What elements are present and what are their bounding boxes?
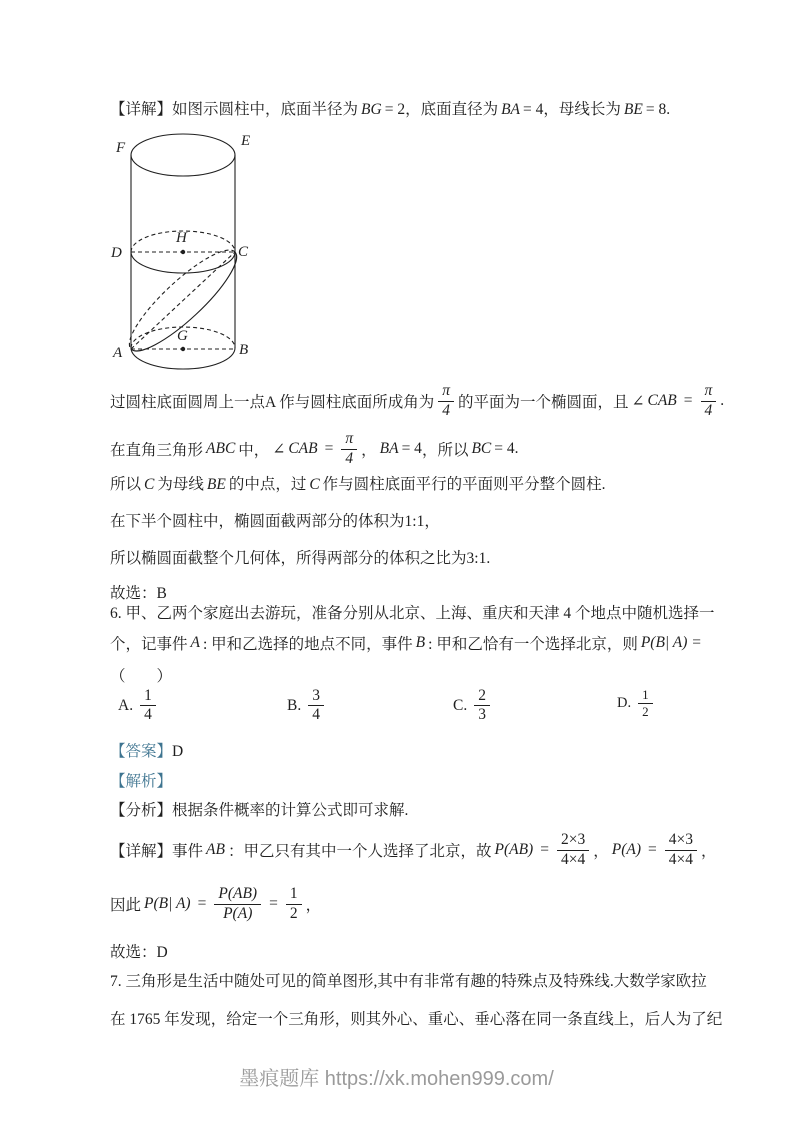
q6-detail-line: 【详解】 事件 AB ：甲乙只有其中一个人选择了北京，故 P(AB) = $\frac{2\times 3}{4\times 4}$ ， P(A) = $\frac{4\times 3}{4\times 4}$ ， bbox=[110, 831, 717, 868]
option-a-label: A. bbox=[118, 696, 134, 714]
prob-AB-expr: P(AB) bbox=[494, 841, 534, 858]
fraction-pi-4: $\frac{\pi}{4}$ bbox=[341, 431, 357, 467]
angle-symbol: ∠ bbox=[631, 392, 645, 410]
point-label-A: A bbox=[113, 345, 123, 361]
option-b bbox=[287, 688, 328, 724]
center-dot-G bbox=[181, 347, 185, 351]
math-var: AB bbox=[206, 841, 225, 858]
chosen-answer: B bbox=[156, 585, 167, 602]
q5-detail-line: 【详解】如图示圆柱中，底面半径为 BG = 2，底面直径为 BA = 4，母线长为 BE = 8. bbox=[110, 101, 671, 118]
math-var: CAB bbox=[288, 440, 318, 457]
site-name: 墨痕题库 bbox=[239, 1068, 320, 1090]
conditional-probability-expr: P(B| A) bbox=[144, 895, 191, 912]
q5-para-1: 过圆柱底面圆周上一点A 作与圆柱底面所成角为 $\frac{\pi}{4}$ 的平面为一个椭圆面，且 ∠ CAB = $\frac{\pi}{4}$ . bbox=[110, 382, 725, 419]
math-var: BG bbox=[361, 101, 382, 118]
option-d bbox=[617, 688, 657, 718]
option-d-label: D. bbox=[617, 694, 632, 711]
point-label-G: G bbox=[177, 328, 188, 344]
point-label-H: H bbox=[176, 230, 187, 246]
math-var: A bbox=[190, 634, 200, 651]
math-var: C bbox=[144, 476, 155, 493]
math-var: BC bbox=[471, 440, 492, 457]
q6-answer-line bbox=[110, 739, 183, 761]
fraction-pi-4: $\frac{\pi}{4}$ bbox=[438, 383, 454, 419]
math-var: CAB bbox=[647, 392, 677, 409]
point-label-E: E bbox=[241, 133, 251, 149]
math-var: BA bbox=[379, 440, 399, 457]
option-d-fraction: $\frac{1}{2}$ bbox=[638, 688, 653, 718]
option-c-label: C. bbox=[453, 696, 468, 714]
cylinder-top-ellipse bbox=[131, 134, 235, 176]
point-label-F: F bbox=[116, 140, 126, 156]
q5-para-2: 在直角三角形 ABC 中， ∠ CAB = $\frac{\pi}{4}$ ， BA = 4 ，所以 BC = 4 . bbox=[110, 430, 519, 467]
q6-fenxi-line: 【分析】根据条件概率的计算公式即可求解. bbox=[110, 802, 409, 819]
q5-choice-line: 故选：B bbox=[110, 585, 167, 602]
option-c bbox=[453, 688, 494, 724]
detail-label: 【详解】 bbox=[110, 101, 173, 118]
fraction-1-2: $\frac{1}{2}$ bbox=[286, 886, 302, 922]
q6-answer-paren: （ ） bbox=[110, 668, 173, 685]
math-var: ABC bbox=[206, 440, 236, 457]
math-var: C bbox=[309, 476, 320, 493]
point-label-B: B bbox=[239, 342, 249, 358]
detail-label: 【详解】 bbox=[110, 843, 173, 860]
q6-jiexi-line bbox=[110, 769, 172, 791]
mid-ellipse-front bbox=[131, 252, 235, 273]
angle-symbol: ∠ bbox=[272, 440, 286, 458]
fraction-4x3-4x4: $\frac{4\times 3}{4\times 4}$ bbox=[665, 832, 697, 868]
chosen-answer: D bbox=[156, 944, 168, 961]
math-var: B bbox=[415, 634, 426, 651]
option-b-label: B. bbox=[287, 696, 302, 714]
q6-conclusion-line: 因此 P(B| A) = $\frac{P(AB)}{P(A)}$ = $\frac{1}{2}$ ， bbox=[110, 885, 322, 922]
prob-A-expr: P(A) bbox=[611, 841, 641, 858]
q6-choice-line: 故选：D bbox=[110, 944, 168, 961]
cylinder-figure bbox=[110, 128, 300, 376]
fraction-pi-4: $\frac{\pi}{4}$ bbox=[701, 383, 717, 419]
ratio-value: 1:1 bbox=[404, 513, 425, 530]
q6-options-row bbox=[0, 688, 793, 730]
option-a-fraction: $\frac{1}{4}$ bbox=[140, 688, 156, 724]
option-a bbox=[118, 688, 160, 724]
option-b-fraction: $\frac{3}{4}$ bbox=[308, 688, 324, 724]
q6-line-1: 6. 甲、乙两个家庭出去游玩，准备分别从北京、上海、重庆和天津 4 个地点中随机选择一 bbox=[110, 605, 715, 622]
point-label-C: C bbox=[238, 244, 249, 260]
fraction-2x3-4x4: $\frac{2\times 3}{4\times 4}$ bbox=[557, 832, 589, 868]
q5-para-3: 所以 C 为母线 BE 的中点，过 C 作与圆柱底面平行的平面则平分整个圆柱. bbox=[110, 476, 606, 493]
point-label-D: D bbox=[111, 245, 122, 261]
math-var: BA bbox=[501, 101, 521, 118]
conditional-probability-expr: P(B| A) = bbox=[640, 634, 702, 651]
q6-line-2: 个，记事件 A : 甲和乙选择的地点不同，事件 B : 甲和乙恰有一个选择北京，则 P(B| A) = bbox=[110, 634, 702, 653]
math-var: BE bbox=[623, 101, 643, 118]
fraction-PAB-PA: $\frac{P(AB)}{P(A)}$ bbox=[214, 886, 261, 922]
q7-line-2: 在 1765 年发现，给定一个三角形，则其外心、重心、垂心落在同一条直线上，后人为了纪 bbox=[110, 1011, 723, 1028]
answer-label: 【答案】 bbox=[110, 743, 173, 760]
jiexi-label: 【解析】 bbox=[110, 773, 173, 790]
math-var: BE bbox=[206, 476, 226, 493]
center-dot-H bbox=[181, 250, 185, 254]
site-url: https://xk.mohen999.com/ bbox=[324, 1068, 554, 1090]
q5-para-4: 在下半个圆柱中，椭圆面截两部分的体积为1:1， bbox=[110, 513, 440, 530]
q7-line-1: 7. 三角形是生活中随处可见的简单图形,其中有非常有趣的特殊点及特殊线.大数学家欧拉 bbox=[110, 973, 707, 990]
footer-watermark bbox=[0, 1062, 793, 1091]
answer-value: D bbox=[172, 743, 184, 760]
option-c-fraction: $\frac{2}{3}$ bbox=[474, 688, 490, 724]
q5-para-5: 所以椭圆面截整个几何体，所得两部分的体积之比为3:1. bbox=[110, 550, 491, 567]
ratio-value: 3:1 bbox=[466, 550, 487, 567]
fenxi-label: 【分析】 bbox=[110, 802, 173, 819]
